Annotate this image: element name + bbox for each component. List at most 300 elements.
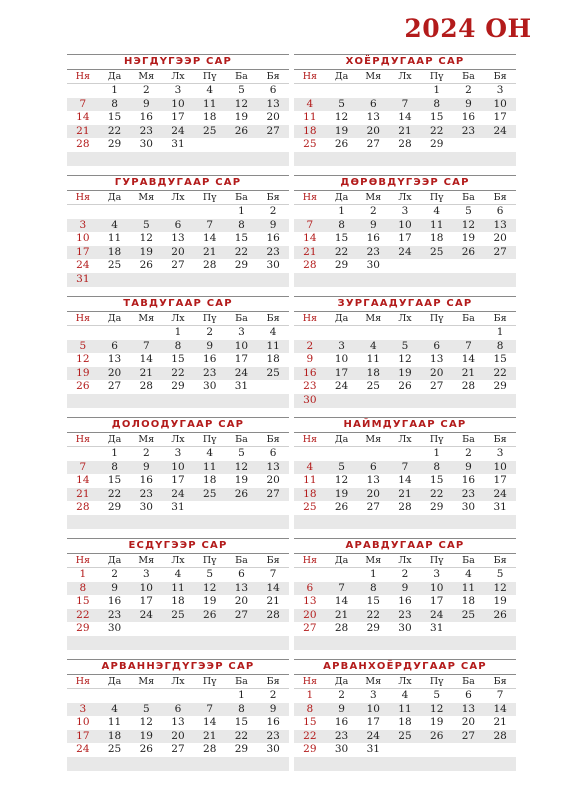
day-cell (357, 273, 389, 287)
day-cell: 6 (269, 84, 277, 96)
day-cell: 18 (107, 245, 122, 258)
day-cell (67, 152, 99, 166)
day-cell: 19 (430, 716, 444, 729)
weeks (294, 447, 516, 529)
weekday-label: Лх (171, 192, 185, 203)
day-cell: 31 (171, 138, 185, 151)
day-cell: 27 (493, 245, 507, 258)
day-cell: 17 (493, 111, 507, 124)
day-cell: 8 (433, 460, 441, 473)
day-cell: 2 (206, 326, 214, 338)
day-cell: 23 (139, 124, 153, 137)
day-cell: 3 (401, 205, 409, 217)
day-cell (257, 394, 289, 408)
day-cell: 31 (493, 501, 507, 514)
day-cell (226, 501, 258, 515)
month-block (294, 417, 516, 522)
day-cell: 7 (79, 97, 87, 110)
day-cell (194, 622, 226, 636)
day-cell: 18 (266, 353, 280, 366)
day-cell (162, 394, 194, 408)
day-cell (226, 394, 258, 408)
day-cell: 22 (107, 124, 122, 137)
week-row (67, 515, 289, 529)
day-cell: 7 (338, 581, 345, 594)
day-cell (257, 152, 289, 166)
day-cell: 22 (234, 245, 249, 258)
weekday-label: Ба (235, 313, 248, 324)
week-row (294, 743, 516, 757)
day-cell (484, 622, 516, 636)
day-cell: 13 (303, 595, 317, 608)
weekday-label: Лх (398, 313, 412, 324)
day-cell: 27 (107, 380, 122, 393)
day-cell: 30 (139, 501, 153, 514)
day-cell (130, 622, 162, 636)
day-cell: 22 (107, 487, 122, 500)
day-cell (194, 757, 226, 771)
weeks (67, 84, 289, 166)
day-cell: 5 (401, 339, 409, 352)
day-cell: 16 (266, 716, 280, 729)
day-cell: 8 (79, 581, 87, 594)
day-cell: 6 (174, 218, 182, 231)
week-row (294, 380, 516, 394)
weekday-label: Да (107, 676, 122, 687)
month-block (67, 296, 289, 401)
day-cell: 24 (234, 366, 249, 379)
day-cell: 4 (269, 326, 277, 338)
day-cell (67, 757, 99, 771)
day-cell: 12 (76, 353, 90, 366)
day-cell: 23 (398, 608, 412, 621)
day-cell: 20 (234, 595, 249, 608)
day-cell (130, 757, 162, 771)
week-row (294, 111, 516, 125)
weekday-label: Пү (429, 192, 444, 203)
day-cell: 1 (111, 447, 118, 459)
day-cell (194, 138, 226, 152)
day-cell: 11 (266, 339, 280, 352)
day-cell: 17 (366, 716, 380, 729)
weekday-label: Бя (493, 192, 507, 203)
month-block (67, 659, 289, 764)
day-cell (484, 138, 516, 152)
day-cell (67, 447, 99, 461)
day-cell (484, 394, 516, 408)
day-cell (389, 394, 421, 408)
day-cell: 18 (461, 595, 476, 608)
day-cell (99, 689, 131, 703)
week-row (294, 515, 516, 529)
weekday-label: Ба (462, 555, 475, 566)
day-cell: 11 (203, 460, 217, 473)
day-cell: 10 (171, 97, 185, 110)
weeks (67, 447, 289, 529)
month-title: АРАВДУГААР САР (294, 538, 516, 554)
day-cell: 11 (430, 218, 444, 231)
day-cell (257, 636, 289, 650)
weekday-header (67, 312, 289, 326)
day-cell (421, 152, 453, 166)
day-cell: 1 (174, 326, 182, 338)
weekday-label: Мя (138, 676, 155, 687)
weekday-label: Пү (429, 313, 444, 324)
day-cell: 28 (398, 501, 412, 514)
day-cell: 5 (465, 205, 472, 217)
week-row (294, 488, 516, 502)
day-cell: 23 (334, 729, 349, 742)
day-cell: 2 (269, 689, 277, 701)
day-cell (294, 757, 326, 771)
week-row (294, 461, 516, 475)
week-row (67, 246, 289, 260)
day-cell: 22 (76, 608, 90, 621)
day-cell: 16 (107, 595, 122, 608)
day-cell (453, 394, 485, 408)
day-cell: 12 (203, 581, 217, 594)
day-cell: 6 (306, 581, 314, 594)
day-cell: 24 (493, 487, 507, 500)
day-cell: 13 (266, 97, 280, 110)
day-cell (226, 273, 258, 287)
day-cell: 21 (398, 487, 412, 500)
weekday-header (67, 433, 289, 447)
day-cell: 23 (203, 366, 217, 379)
day-cell: 3 (433, 568, 441, 580)
day-cell (162, 622, 194, 636)
weekday-label: Пү (202, 555, 217, 566)
day-cell (357, 757, 389, 771)
day-cell (357, 447, 389, 461)
day-cell: 29 (366, 622, 380, 635)
day-cell: 11 (398, 702, 412, 715)
day-cell (194, 636, 226, 650)
week-row (67, 219, 289, 233)
day-cell: 23 (461, 124, 476, 137)
day-cell (357, 152, 389, 166)
day-cell (162, 152, 194, 166)
day-cell: 22 (430, 124, 444, 137)
day-cell (99, 273, 131, 287)
weekday-label: Ня (75, 313, 90, 324)
week-row (294, 340, 516, 354)
day-cell (257, 380, 289, 394)
day-cell (326, 568, 358, 582)
weekday-label: Ня (75, 676, 90, 687)
weekday-label: Ба (462, 313, 475, 324)
day-cell: 25 (430, 245, 444, 258)
month-block (67, 417, 289, 522)
day-cell: 25 (107, 743, 122, 756)
day-cell: 12 (398, 353, 412, 366)
day-cell: 5 (338, 97, 345, 110)
day-cell: 1 (338, 205, 345, 217)
day-cell: 28 (139, 380, 153, 393)
day-cell (326, 447, 358, 461)
day-cell: 18 (203, 474, 217, 487)
day-cell: 5 (238, 84, 245, 96)
day-cell: 29 (107, 501, 122, 514)
day-cell: 11 (461, 581, 476, 594)
month-title: ДОЛООДУГААР САР (67, 417, 289, 433)
week-row (294, 689, 516, 703)
week-row (67, 622, 289, 636)
day-cell: 2 (111, 568, 118, 580)
day-cell: 13 (366, 111, 380, 124)
week-row (67, 380, 289, 394)
day-cell: 23 (366, 245, 380, 258)
day-cell: 9 (306, 353, 314, 366)
day-cell: 11 (171, 581, 185, 594)
day-cell: 15 (334, 232, 349, 245)
day-cell (421, 259, 453, 273)
week-row (294, 501, 516, 515)
day-cell: 9 (465, 97, 472, 110)
day-cell: 8 (238, 218, 245, 231)
day-cell: 16 (303, 366, 317, 379)
weekday-label: Пү (202, 313, 217, 324)
weeks (294, 568, 516, 650)
month-title: ХОЁРДУГААР САР (294, 54, 516, 70)
day-cell: 7 (465, 339, 472, 352)
day-cell: 8 (496, 339, 504, 352)
day-cell (421, 743, 453, 757)
day-cell (453, 273, 485, 287)
day-cell: 13 (266, 460, 280, 473)
day-cell: 15 (366, 595, 380, 608)
day-cell: 1 (496, 326, 504, 338)
weekday-label: Мя (138, 192, 155, 203)
day-cell: 11 (366, 353, 380, 366)
day-cell: 10 (493, 460, 507, 473)
day-cell: 16 (139, 474, 153, 487)
day-cell: 13 (366, 474, 380, 487)
day-cell: 1 (369, 568, 377, 580)
day-cell: 17 (493, 474, 507, 487)
day-cell: 10 (430, 581, 444, 594)
day-cell: 28 (76, 501, 90, 514)
day-cell: 29 (493, 380, 507, 393)
day-cell: 26 (334, 501, 349, 514)
day-cell: 8 (111, 97, 118, 110)
day-cell: 6 (111, 339, 118, 352)
week-row (294, 730, 516, 744)
week-row (67, 232, 289, 246)
day-cell: 7 (401, 460, 409, 473)
week-row (67, 716, 289, 730)
day-cell: 2 (142, 447, 150, 459)
day-cell: 25 (461, 608, 476, 621)
day-cell: 15 (171, 353, 185, 366)
day-cell: 20 (303, 608, 317, 621)
week-row (294, 138, 516, 152)
month-block (67, 54, 289, 159)
weekday-header (67, 191, 289, 205)
day-cell: 13 (234, 581, 249, 594)
weekday-header (294, 554, 516, 568)
day-cell: 4 (369, 339, 377, 352)
day-cell: 15 (107, 474, 122, 487)
day-cell (389, 743, 421, 757)
weeks (294, 84, 516, 166)
week-row (294, 703, 516, 717)
weekday-label: Лх (398, 434, 412, 445)
day-cell (421, 515, 453, 529)
day-cell (130, 152, 162, 166)
day-cell: 9 (142, 460, 150, 473)
weekday-label: Бя (493, 434, 507, 445)
week-row (294, 474, 516, 488)
month-block (67, 175, 289, 285)
month-block (294, 54, 516, 159)
day-cell: 24 (76, 743, 90, 756)
day-cell: 12 (234, 460, 249, 473)
day-cell: 24 (430, 608, 444, 621)
week-row (67, 205, 289, 219)
day-cell: 16 (139, 111, 153, 124)
day-cell: 4 (433, 205, 441, 217)
day-cell: 30 (461, 501, 476, 514)
day-cell: 29 (430, 501, 444, 514)
weeks (67, 689, 289, 771)
day-cell: 14 (203, 716, 217, 729)
day-cell: 30 (334, 743, 349, 756)
month-title: АРВАННЭГДҮГЭЭР САР (67, 659, 289, 675)
day-cell (294, 326, 326, 340)
weekday-label: Ня (302, 313, 317, 324)
day-cell (130, 689, 162, 703)
day-cell: 27 (266, 487, 280, 500)
day-cell: 22 (366, 608, 380, 621)
week-row (67, 125, 289, 139)
weekday-label: Ня (75, 71, 90, 82)
day-cell: 5 (238, 447, 245, 459)
day-cell: 30 (107, 622, 122, 635)
day-cell: 9 (142, 97, 150, 110)
weekday-label: Да (334, 313, 349, 324)
day-cell (453, 757, 485, 771)
day-cell (226, 636, 258, 650)
day-cell: 4 (306, 97, 314, 110)
weekday-label: Бя (266, 676, 280, 687)
day-cell: 25 (303, 138, 317, 151)
week-row (67, 447, 289, 461)
day-cell: 3 (142, 568, 150, 580)
day-cell: 10 (234, 339, 249, 352)
day-cell: 2 (338, 689, 345, 701)
day-cell: 23 (266, 245, 280, 258)
day-cell: 26 (234, 124, 249, 137)
month-block (294, 175, 516, 280)
weekday-label: Пү (429, 434, 444, 445)
day-cell: 15 (76, 595, 90, 608)
weekday-label: Да (334, 676, 349, 687)
day-cell: 25 (171, 608, 185, 621)
weekday-label: Да (107, 192, 122, 203)
day-cell: 1 (238, 689, 245, 701)
day-cell: 29 (76, 622, 90, 635)
day-cell: 23 (107, 608, 122, 621)
day-cell: 5 (142, 702, 150, 715)
weekday-label: Бя (266, 313, 280, 324)
day-cell: 14 (139, 353, 153, 366)
day-cell (130, 515, 162, 529)
weekday-label: Ня (302, 434, 317, 445)
weekday-label: Ба (235, 71, 248, 82)
week-row (67, 501, 289, 515)
day-cell (389, 757, 421, 771)
weekday-label: Мя (365, 313, 382, 324)
day-cell: 10 (139, 581, 153, 594)
day-cell (389, 326, 421, 340)
weekday-label: Мя (365, 71, 382, 82)
day-cell: 24 (398, 245, 412, 258)
day-cell: 28 (203, 259, 217, 272)
day-cell: 17 (398, 232, 412, 245)
day-cell: 11 (107, 716, 122, 729)
day-cell: 19 (203, 595, 217, 608)
day-cell: 22 (430, 487, 444, 500)
day-cell: 21 (203, 245, 217, 258)
day-cell: 28 (334, 622, 349, 635)
week-row (67, 152, 289, 166)
day-cell: 25 (398, 729, 412, 742)
day-cell: 25 (303, 501, 317, 514)
week-row (67, 582, 289, 596)
day-cell: 1 (238, 205, 245, 217)
day-cell: 16 (461, 111, 476, 124)
day-cell (194, 394, 226, 408)
day-cell (130, 205, 162, 219)
weeks (294, 326, 516, 408)
day-cell (294, 568, 326, 582)
day-cell: 30 (266, 259, 280, 272)
day-cell: 14 (461, 353, 476, 366)
day-cell: 19 (334, 124, 349, 137)
weekday-label: Ня (302, 192, 317, 203)
day-cell: 11 (203, 97, 217, 110)
day-cell: 18 (398, 716, 412, 729)
day-cell (357, 636, 389, 650)
weekday-label: Лх (398, 71, 412, 82)
weekday-label: Пү (202, 434, 217, 445)
day-cell: 5 (142, 218, 150, 231)
day-cell (294, 205, 326, 219)
weekday-label: Лх (398, 676, 412, 687)
week-row (294, 716, 516, 730)
weekday-label: Да (107, 313, 122, 324)
day-cell: 12 (461, 218, 476, 231)
weekday-label: Пү (429, 676, 444, 687)
day-cell: 9 (206, 339, 214, 352)
day-cell: 2 (306, 339, 314, 352)
month-title: АРВАНХОЁРДУГААР САР (294, 659, 516, 675)
day-cell: 19 (334, 487, 349, 500)
day-cell: 12 (234, 97, 249, 110)
day-cell: 29 (234, 743, 249, 756)
month-title: ЕСДҮГЭЭР САР (67, 538, 289, 554)
weekday-label: Да (334, 434, 349, 445)
day-cell: 17 (76, 729, 90, 742)
weekday-header (294, 675, 516, 689)
day-cell (453, 515, 485, 529)
weekday-label: Да (107, 434, 122, 445)
day-cell: 21 (76, 124, 90, 137)
day-cell: 28 (461, 380, 476, 393)
day-cell (99, 757, 131, 771)
day-cell: 10 (398, 218, 412, 231)
